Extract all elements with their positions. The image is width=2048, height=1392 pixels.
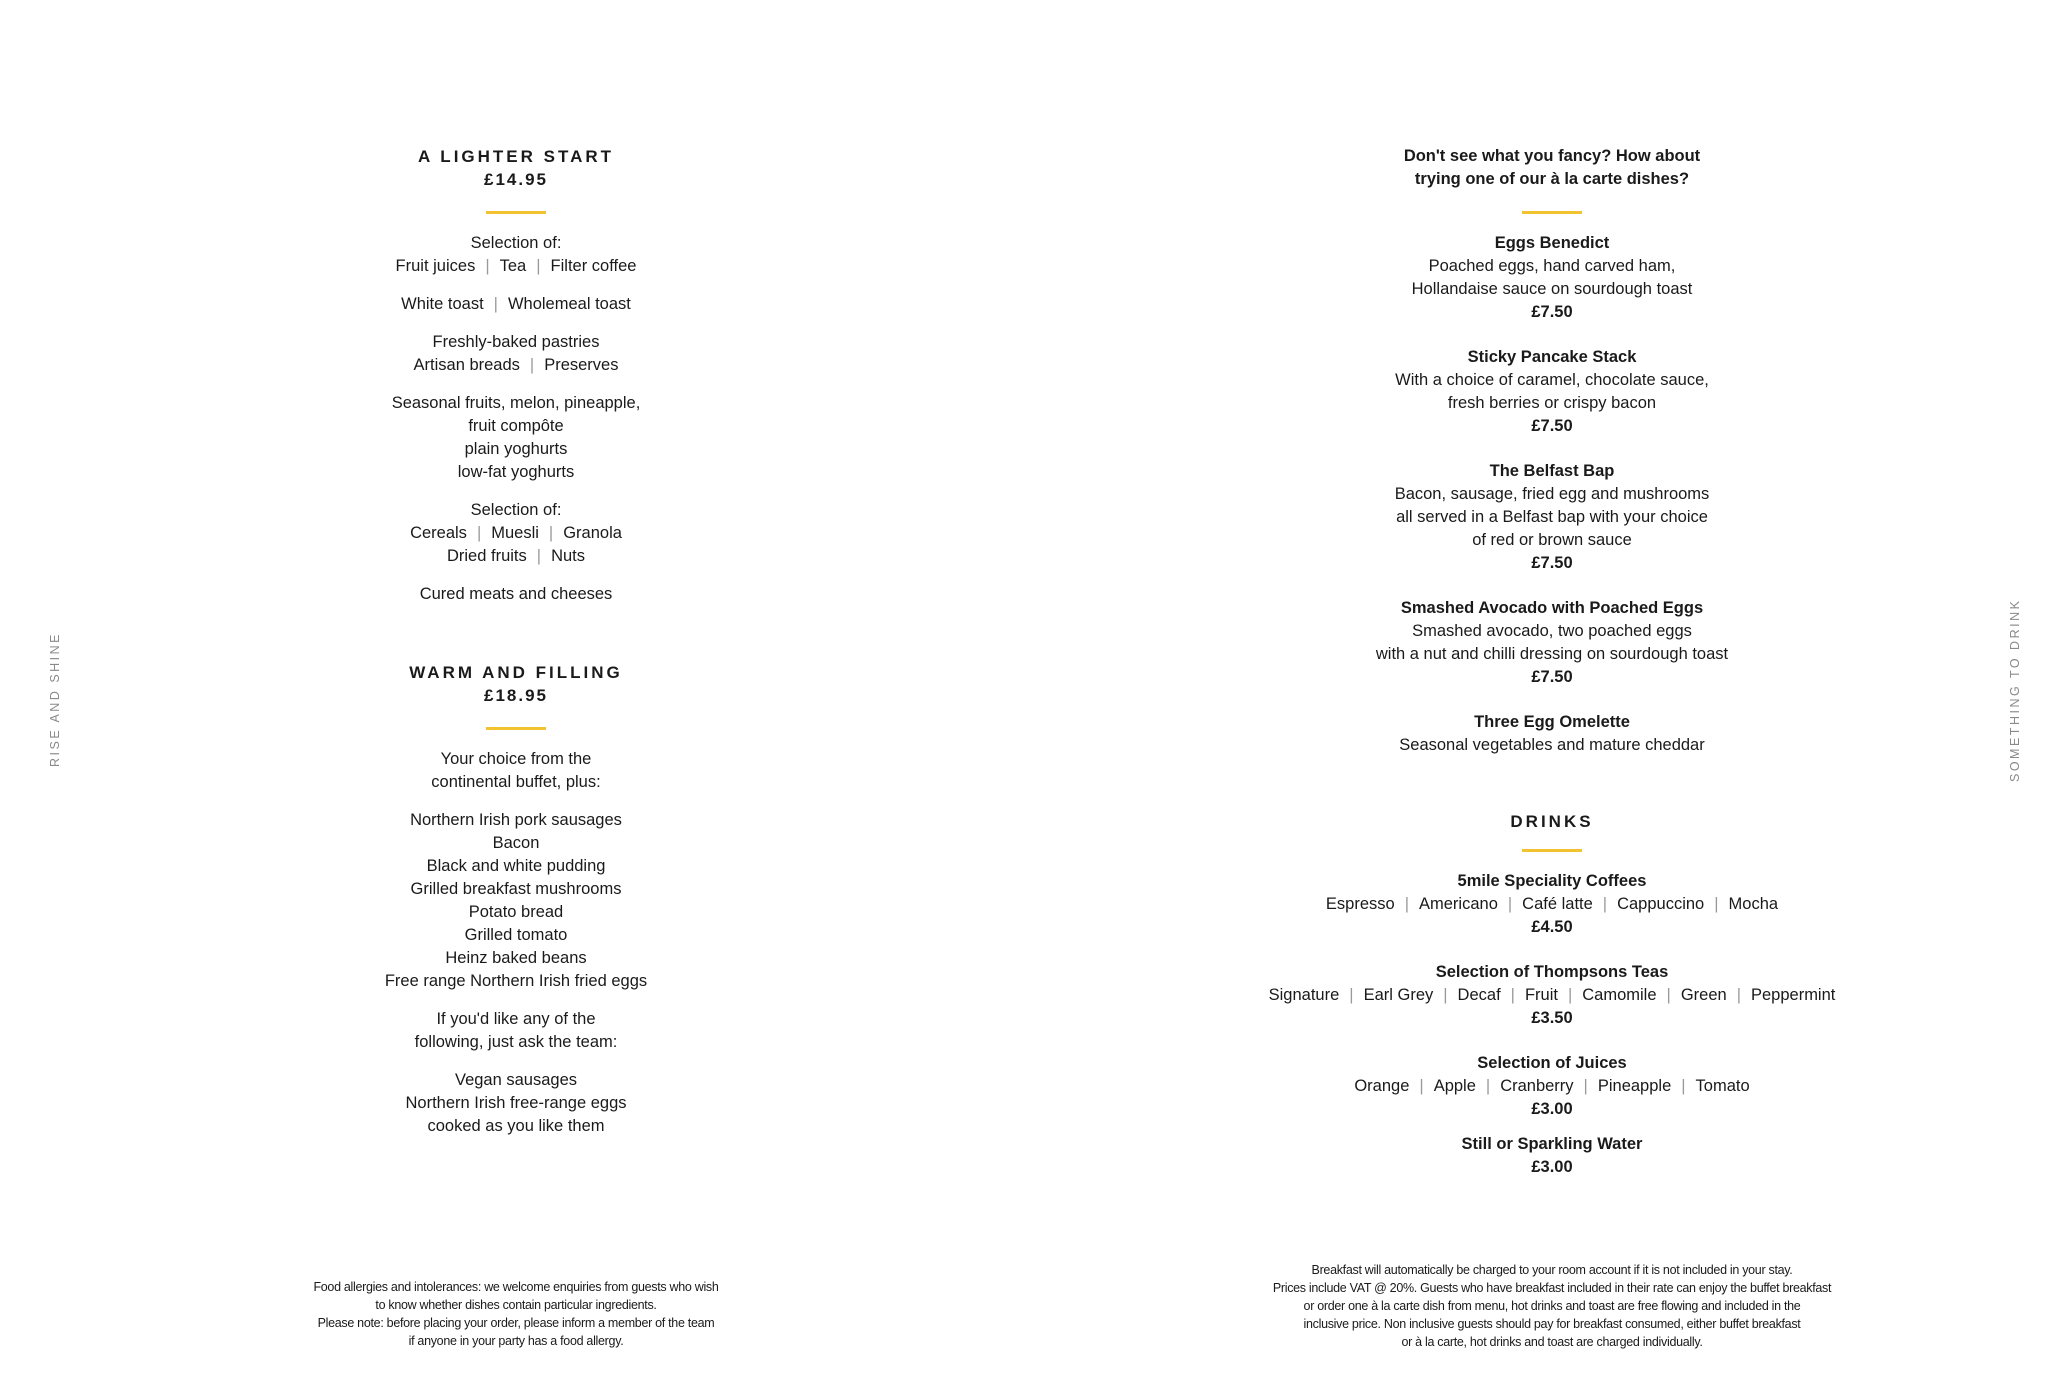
dish-description: Bacon, sausage, fried egg and mushrooms bbox=[1394, 485, 1710, 503]
menu-line bbox=[216, 1069, 816, 1092]
footer-line: inclusive price. Non inclusive guests should pay for breakfast consumed, either buffet breakfast bbox=[1303, 1317, 1801, 1331]
dish-description: Poached eggs, hand carved ham, bbox=[1428, 257, 1676, 275]
warm-filling-items bbox=[216, 748, 816, 1138]
item-group bbox=[216, 1008, 816, 1054]
menu-item: fruit compôte bbox=[468, 417, 564, 435]
menu-item: Northern Irish free-range eggs bbox=[405, 1094, 627, 1112]
separator: | bbox=[1507, 895, 1513, 913]
menu-line bbox=[216, 809, 816, 832]
warm-filling-section bbox=[216, 661, 816, 1153]
section-title: A LIGHTER START bbox=[417, 147, 615, 166]
dish-description: With a choice of caramel, chocolate sauce, bbox=[1395, 371, 1709, 389]
separator: | bbox=[1510, 986, 1515, 1004]
dish-description: Seasonal vegetables and mature cheddar bbox=[1399, 736, 1705, 754]
menu-item: Espresso bbox=[1325, 895, 1395, 913]
menu-item: Pineapple bbox=[1597, 1077, 1672, 1095]
separator: | bbox=[1714, 895, 1719, 913]
item-group bbox=[216, 809, 816, 993]
dish-name: Three Egg Omelette bbox=[1474, 713, 1630, 731]
menu-line bbox=[216, 255, 816, 278]
dish-description: Smashed avocado, two poached eggs bbox=[1412, 622, 1692, 640]
dish-description: all served in a Belfast bap with your choice bbox=[1396, 508, 1708, 526]
menu-item: Grilled tomato bbox=[464, 926, 568, 944]
menu-item: Grilled breakfast mushrooms bbox=[410, 880, 622, 898]
footer-line: if anyone in your party has a food allergy. bbox=[408, 1334, 624, 1348]
section-title: DRINKS bbox=[1510, 812, 1594, 831]
item-group bbox=[216, 392, 816, 484]
dish bbox=[1152, 597, 1952, 689]
menu-item: Selection of: bbox=[470, 501, 562, 519]
menu-item: Nuts bbox=[551, 547, 585, 565]
menu-line bbox=[216, 1008, 816, 1031]
menu-line bbox=[1152, 984, 1952, 1007]
dish-name: The Belfast Bap bbox=[1489, 462, 1615, 480]
gold-divider bbox=[486, 211, 546, 214]
menu-item: Your choice from the bbox=[440, 750, 592, 768]
menu-item: Fruit bbox=[1524, 986, 1558, 1004]
menu-item: Heinz baked beans bbox=[445, 949, 587, 967]
dish-name: Eggs Benedict bbox=[1494, 234, 1610, 252]
separator: | bbox=[1349, 986, 1354, 1004]
item-group bbox=[216, 293, 816, 316]
menu-item: Dried fruits bbox=[446, 547, 527, 565]
dish bbox=[1152, 460, 1952, 575]
footer-line: or order one à la carte dish from menu, hot drinks and toast are free flowing and included in the bbox=[1303, 1299, 1801, 1313]
footer-line: to know whether dishes contain particular ingredients. bbox=[375, 1298, 657, 1312]
menu-line bbox=[216, 1115, 816, 1138]
gold-divider bbox=[1522, 849, 1582, 852]
separator: | bbox=[1681, 1077, 1686, 1095]
dish-name: Smashed Avocado with Poached Eggs bbox=[1400, 599, 1704, 617]
menu-line bbox=[216, 878, 816, 901]
menu-line bbox=[216, 522, 816, 545]
menu-item: Black and white pudding bbox=[426, 857, 606, 875]
intro-line: trying one of our à la carte dishes? bbox=[1414, 170, 1690, 188]
menu-line bbox=[216, 461, 816, 484]
drink-name: 5mile Speciality Coffees bbox=[1457, 872, 1647, 890]
intro-line: Don't see what you fancy? How about bbox=[1403, 147, 1701, 165]
footer-line: or à la carte, hot drinks and toast are charged individually. bbox=[1401, 1335, 1703, 1349]
menu-line bbox=[216, 331, 816, 354]
menu-line bbox=[216, 832, 816, 855]
menu-item: cooked as you like them bbox=[427, 1117, 605, 1135]
separator: | bbox=[1736, 986, 1741, 1004]
separator: | bbox=[1443, 986, 1448, 1004]
menu-item: Selection of: bbox=[470, 234, 562, 252]
dish-name: Sticky Pancake Stack bbox=[1467, 348, 1637, 366]
dish-price: £7.50 bbox=[1531, 417, 1573, 435]
menu-item: Peppermint bbox=[1750, 986, 1836, 1004]
menu-item: Free range Northern Irish fried eggs bbox=[384, 972, 648, 990]
item-group bbox=[216, 748, 816, 794]
dish-list bbox=[1152, 232, 1952, 757]
menu-line bbox=[216, 293, 816, 316]
menu-item: Granola bbox=[563, 524, 622, 542]
item-group bbox=[216, 1069, 816, 1138]
item-group bbox=[216, 499, 816, 568]
menu-item: Artisan breads bbox=[413, 356, 520, 374]
menu-item: Apple bbox=[1433, 1077, 1476, 1095]
dish bbox=[1152, 232, 1952, 324]
drink-price: £3.00 bbox=[1531, 1158, 1573, 1176]
menu-item: Signature bbox=[1268, 986, 1340, 1004]
menu-line bbox=[216, 947, 816, 970]
menu-line bbox=[216, 748, 816, 771]
drink-name: Still or Sparkling Water bbox=[1461, 1135, 1643, 1153]
drink-price: £4.50 bbox=[1531, 918, 1573, 936]
drink bbox=[1152, 1052, 1952, 1121]
menu-item: Wholemeal toast bbox=[507, 295, 631, 313]
menu-item: Cranberry bbox=[1500, 1077, 1574, 1095]
footer-line: Prices include VAT @ 20%. Guests who have breakfast included in their rate can enjoy the buffet breakfast bbox=[1272, 1281, 1832, 1295]
menu-item: Cappuccino bbox=[1617, 895, 1705, 913]
separator: | bbox=[485, 257, 490, 275]
drinks-list bbox=[1152, 870, 1952, 1179]
menu-line bbox=[216, 499, 816, 522]
separator: | bbox=[536, 547, 542, 565]
menu-item: Muesli bbox=[491, 524, 539, 542]
dish-price: £7.50 bbox=[1531, 668, 1573, 686]
a-la-carte-section bbox=[1152, 145, 1952, 779]
dish-price: £7.50 bbox=[1531, 303, 1573, 321]
menu-item: continental buffet, plus: bbox=[431, 773, 601, 791]
footer-line: Breakfast will automatically be charged to your room account if it is not included in your stay. bbox=[1311, 1263, 1793, 1277]
menu-line bbox=[216, 354, 816, 377]
side-label-right: SOMETHING TO DRINK bbox=[2008, 598, 2022, 782]
menu-line bbox=[216, 545, 816, 568]
dish-description: of red or brown sauce bbox=[1472, 531, 1632, 549]
dish-description: with a nut and chilli dressing on sourdough toast bbox=[1375, 645, 1729, 663]
menu-line bbox=[1152, 893, 1952, 916]
billing-note bbox=[1152, 1261, 1952, 1351]
dish bbox=[1152, 711, 1952, 757]
menu-line bbox=[216, 1092, 816, 1115]
menu-item: Vegan sausages bbox=[454, 1071, 578, 1089]
menu-item: Northern Irish pork sausages bbox=[410, 811, 622, 829]
drink bbox=[1152, 961, 1952, 1030]
separator: | bbox=[529, 356, 535, 374]
dish-description: fresh berries or crispy bacon bbox=[1447, 394, 1657, 412]
menu-line bbox=[216, 232, 816, 255]
menu-item: Mocha bbox=[1728, 895, 1779, 913]
side-label-left: RISE AND SHINE bbox=[48, 631, 62, 767]
menu-item: Fruit juices bbox=[395, 257, 476, 275]
drink bbox=[1152, 1133, 1952, 1179]
menu-item: Americano bbox=[1419, 895, 1498, 913]
separator: | bbox=[1404, 895, 1409, 913]
menu-item: Orange bbox=[1354, 1077, 1410, 1095]
footer-line: Please note: before placing your order, please inform a member of the team bbox=[317, 1316, 715, 1330]
separator: | bbox=[1583, 1077, 1588, 1095]
separator: | bbox=[1666, 986, 1671, 1004]
menu-item: Preserves bbox=[544, 356, 619, 374]
menu-line bbox=[216, 438, 816, 461]
menu-item: Cereals bbox=[410, 524, 467, 542]
menu-item: If you'd like any of the bbox=[436, 1010, 596, 1028]
drink-name: Selection of Thompsons Teas bbox=[1435, 963, 1669, 981]
separator: | bbox=[1485, 1077, 1491, 1095]
drink bbox=[1152, 870, 1952, 939]
menu-item: Seasonal fruits, melon, pineapple, bbox=[391, 394, 641, 412]
menu-line bbox=[1152, 1075, 1952, 1098]
menu-item: Cured meats and cheeses bbox=[419, 585, 613, 603]
drink-name: Selection of Juices bbox=[1477, 1054, 1627, 1072]
menu-item: Filter coffee bbox=[550, 257, 637, 275]
menu-line bbox=[216, 415, 816, 438]
menu-line bbox=[216, 771, 816, 794]
drink-price: £3.50 bbox=[1531, 1009, 1573, 1027]
section-price: £14.95 bbox=[484, 170, 548, 189]
item-group bbox=[216, 232, 816, 278]
menu-line bbox=[216, 392, 816, 415]
menu-line bbox=[216, 970, 816, 993]
menu-item: Decaf bbox=[1457, 986, 1501, 1004]
lighter-start-items bbox=[216, 232, 816, 606]
menu-line bbox=[216, 583, 816, 606]
separator: | bbox=[1419, 1077, 1424, 1095]
menu-item: Tea bbox=[499, 257, 527, 275]
drinks-section bbox=[1152, 810, 1952, 1201]
dish-price: £7.50 bbox=[1531, 554, 1573, 572]
separator: | bbox=[1567, 986, 1573, 1004]
menu-item: Café latte bbox=[1522, 895, 1593, 913]
menu-item: following, just ask the team: bbox=[414, 1033, 618, 1051]
separator: | bbox=[476, 524, 482, 542]
separator: | bbox=[536, 257, 541, 275]
separator: | bbox=[548, 524, 554, 542]
gold-divider bbox=[486, 727, 546, 730]
allergy-note bbox=[216, 1278, 816, 1350]
menu-line bbox=[216, 855, 816, 878]
menu-item: Bacon bbox=[492, 834, 540, 852]
item-group bbox=[216, 583, 816, 606]
dish-description: Hollandaise sauce on sourdough toast bbox=[1411, 280, 1693, 298]
drink-price: £3.00 bbox=[1531, 1100, 1573, 1118]
menu-item: low-fat yoghurts bbox=[457, 463, 575, 481]
menu-item: Tomato bbox=[1695, 1077, 1750, 1095]
menu-item: Earl Grey bbox=[1363, 986, 1434, 1004]
menu-item: Green bbox=[1680, 986, 1727, 1004]
menu-line bbox=[216, 901, 816, 924]
section-title: WARM AND FILLING bbox=[409, 663, 623, 682]
menu-item: plain yoghurts bbox=[464, 440, 568, 458]
footer-line: Food allergies and intolerances: we welcome enquiries from guests who wish bbox=[313, 1280, 719, 1294]
menu-item: Freshly-baked pastries bbox=[432, 333, 600, 351]
dish bbox=[1152, 346, 1952, 438]
separator: | bbox=[1602, 895, 1608, 913]
menu-line bbox=[216, 1031, 816, 1054]
menu-item: Camomile bbox=[1582, 986, 1657, 1004]
section-price: £18.95 bbox=[484, 686, 548, 705]
menu-item: White toast bbox=[401, 295, 484, 313]
menu-line bbox=[216, 924, 816, 947]
lighter-start-section bbox=[216, 145, 816, 621]
item-group bbox=[216, 331, 816, 377]
menu-item: Potato bread bbox=[468, 903, 564, 921]
gold-divider bbox=[1522, 211, 1582, 214]
separator: | bbox=[493, 295, 498, 313]
